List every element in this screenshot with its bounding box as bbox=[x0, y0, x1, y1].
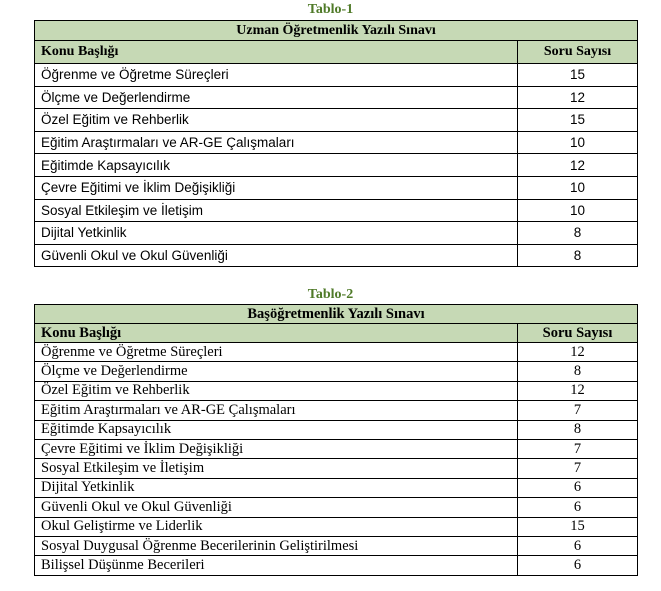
table2-caption: Tablo-2 bbox=[307, 287, 354, 302]
topic-cell: Dijital Yetkinlik bbox=[35, 478, 518, 497]
question-count-cell: 12 bbox=[518, 381, 638, 400]
topic-cell: Çevre Eğitimi ve İklim Değişikliği bbox=[35, 176, 518, 199]
table-row bbox=[35, 381, 638, 400]
topic-cell: Öğrenme ve Öğretme Süreçleri bbox=[35, 64, 518, 87]
topic-cell: Bilişsel Düşünme Becerileri bbox=[35, 556, 518, 575]
table-row bbox=[35, 86, 638, 109]
question-count-cell: 8 bbox=[518, 222, 638, 245]
topic-cell: Özel Eğitim ve Rehberlik bbox=[35, 109, 518, 132]
table-row bbox=[35, 401, 638, 420]
question-count-cell: 8 bbox=[518, 362, 638, 381]
question-count-cell: 10 bbox=[518, 176, 638, 199]
table2-header-topic: Konu Başlığı bbox=[35, 324, 518, 343]
table-row bbox=[35, 498, 638, 517]
question-count-cell: 8 bbox=[518, 420, 638, 439]
question-count-cell: 7 bbox=[518, 459, 638, 478]
table1-title: Uzman Öğretmenlik Yazılı Sınavı bbox=[35, 21, 638, 41]
table-row bbox=[35, 420, 638, 439]
topic-cell: Güvenli Okul ve Okul Güvenliği bbox=[35, 244, 518, 267]
topic-cell: Okul Geliştirme ve Liderlik bbox=[35, 517, 518, 536]
topic-cell: Ölçme ve Değerlendirme bbox=[35, 362, 518, 381]
table2-title: Başöğretmenlik Yazılı Sınavı bbox=[35, 305, 638, 324]
question-count-cell: 7 bbox=[518, 401, 638, 420]
topic-cell: Ölçme ve Değerlendirme bbox=[35, 86, 518, 109]
question-count-cell: 12 bbox=[518, 86, 638, 109]
table1-header-count: Soru Sayısı bbox=[518, 41, 638, 64]
table-row bbox=[35, 176, 638, 199]
topic-cell: Özel Eğitim ve Rehberlik bbox=[35, 381, 518, 400]
table-row bbox=[35, 439, 638, 458]
table-row bbox=[35, 343, 638, 362]
table-row bbox=[35, 131, 638, 154]
question-count-cell: 15 bbox=[518, 64, 638, 87]
question-count-cell: 10 bbox=[518, 131, 638, 154]
topic-cell: Eğitim Araştırmaları ve AR-GE Çalışmaları bbox=[35, 131, 518, 154]
topic-cell: Dijital Yetkinlik bbox=[35, 222, 518, 245]
topic-cell: Güvenli Okul ve Okul Güvenliği bbox=[35, 498, 518, 517]
question-count-cell: 7 bbox=[518, 439, 638, 458]
table2 bbox=[34, 304, 638, 576]
table-row bbox=[35, 199, 638, 222]
topic-cell: Eğitimde Kapsayıcılık bbox=[35, 154, 518, 177]
topic-cell: Sosyal Etkileşim ve İletişim bbox=[35, 199, 518, 222]
table-row bbox=[35, 556, 638, 575]
table-row bbox=[35, 459, 638, 478]
topic-cell: Sosyal Duygusal Öğrenme Becerilerinin Geliştirilmesi bbox=[35, 536, 518, 555]
question-count-cell: 10 bbox=[518, 199, 638, 222]
table-row bbox=[35, 536, 638, 555]
table-row bbox=[35, 154, 638, 177]
topic-cell: Çevre Eğitimi ve İklim Değişikliği bbox=[35, 439, 518, 458]
question-count-cell: 15 bbox=[518, 517, 638, 536]
table1 bbox=[34, 20, 638, 267]
topic-cell: Eğitimde Kapsayıcılık bbox=[35, 420, 518, 439]
topic-cell: Öğrenme ve Öğretme Süreçleri bbox=[35, 343, 518, 362]
table-row bbox=[35, 109, 638, 132]
question-count-cell: 6 bbox=[518, 478, 638, 497]
question-count-cell: 12 bbox=[518, 343, 638, 362]
question-count-cell: 12 bbox=[518, 154, 638, 177]
topic-cell: Sosyal Etkileşim ve İletişim bbox=[35, 459, 518, 478]
table-row bbox=[35, 517, 638, 536]
table2-header-count: Soru Sayısı bbox=[518, 324, 638, 343]
question-count-cell: 6 bbox=[518, 556, 638, 575]
table-row bbox=[35, 478, 638, 497]
table1-caption: Tablo-1 bbox=[307, 2, 354, 17]
question-count-cell: 15 bbox=[518, 109, 638, 132]
table1-header-topic: Konu Başlığı bbox=[35, 41, 518, 64]
table-row bbox=[35, 64, 638, 87]
topic-cell: Eğitim Araştırmaları ve AR-GE Çalışmaları bbox=[35, 401, 518, 420]
question-count-cell: 6 bbox=[518, 536, 638, 555]
table-row bbox=[35, 244, 638, 267]
table-row bbox=[35, 222, 638, 245]
question-count-cell: 6 bbox=[518, 498, 638, 517]
question-count-cell: 8 bbox=[518, 244, 638, 267]
table-row bbox=[35, 362, 638, 381]
